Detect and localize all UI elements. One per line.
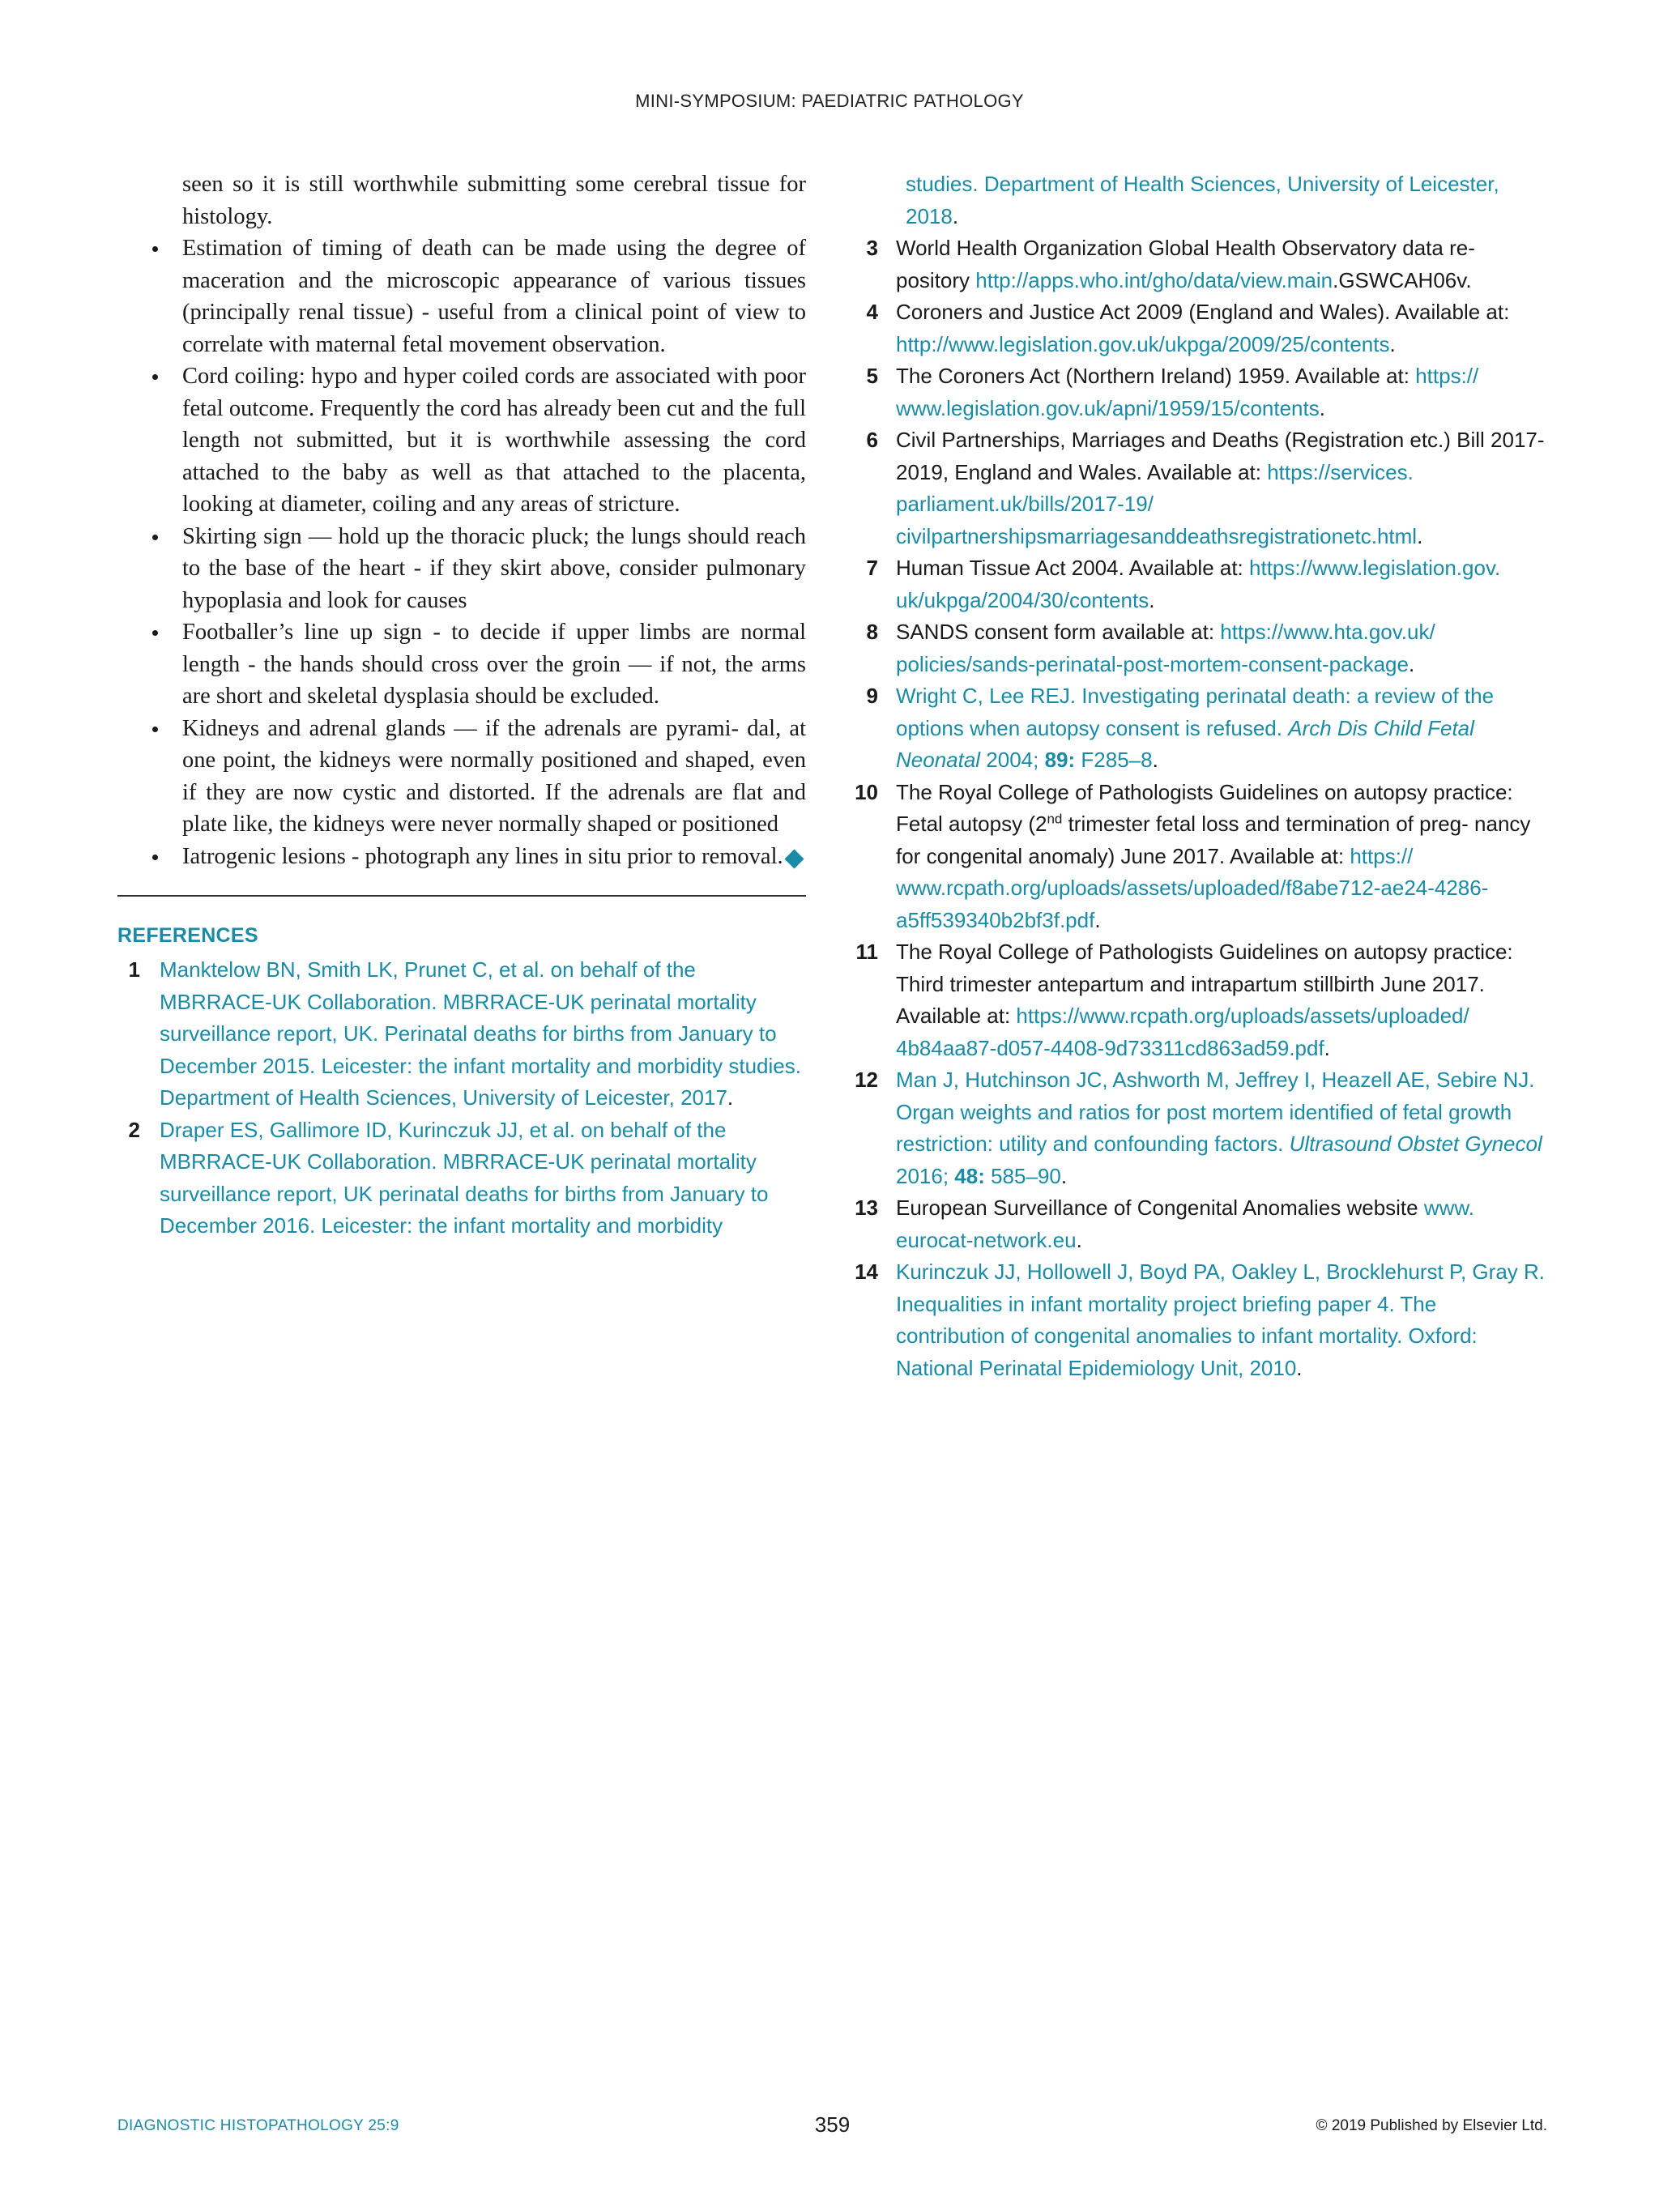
- reference-pages[interactable]: 585–90: [984, 1163, 1061, 1188]
- continued-paragraph: seen so it is still worthwhile submitting some cerebral tissue for histology.: [182, 172, 806, 229]
- reference-2: [117, 1115, 806, 1242]
- reference-url[interactable]: https://www.rcpath.org/uploads/assets/uploaded/ 4b84aa87-d057-4408-9d73311cd863ad59.pdf: [896, 1004, 1469, 1060]
- reference-year[interactable]: 2016;: [896, 1163, 955, 1188]
- bullet-dot: [152, 246, 158, 252]
- reference-8: [852, 616, 1547, 680]
- reference-link[interactable]: Wright C, Lee REJ. Investigating perinatal death: a review of the options when autopsy consent is refused.: [896, 684, 1495, 740]
- journal-citation: DIAGNOSTIC HISTOPATHOLOGY 25:9: [117, 2117, 399, 2134]
- reference-text: Human Tissue Act 2004. Available at:: [896, 556, 1250, 580]
- bullet-list: [117, 232, 806, 872]
- reference-punct: .: [952, 203, 959, 228]
- reference-text: Coroners and Justice Act 2009 (England and Wales). Available at:: [896, 300, 1510, 324]
- reference-text: SANDS consent form available at:: [896, 620, 1221, 644]
- reference-3: [852, 232, 1547, 296]
- reference-link[interactable]: Draper ES, Gallimore ID, Kurinczuk JJ, et al. on behalf of the MBRRACE-UK Collaboration. MBRRACE-UK perinatal mortality surveillance report, UK perinatal deaths for births from January to December 2016. Leicester: the infant mortality and morbidity: [160, 1117, 769, 1238]
- reference-4: [852, 296, 1547, 360]
- reference-url[interactable]: https://services. parliament.uk/bills/2017-19/ civilpartnershipsmarriagesanddeathsregistrationetc.html: [896, 459, 1418, 548]
- bullet-text: Estimation of timing of death can be made using the degree of maceration and the microscopic appearance of various tissues (principally renal tissue) - useful from a clinical point of view to correlate with maternal fetal movement observation.: [182, 236, 806, 357]
- reference-number: 5: [866, 364, 878, 388]
- reference-number: 10: [855, 779, 878, 804]
- reference-link[interactable]: Kurinczuk JJ, Hollowell J, Boyd PA, Oakley L, Brocklehurst P, Gray R. Inequalities in infant mortality project briefing paper 4. The contribution of congenital anomalies to infant mortality. Oxford: National Perinatal Epidemiology Unit, 2010: [896, 1259, 1545, 1380]
- reference-year[interactable]: 2004;: [980, 748, 1045, 772]
- reference-5: [852, 360, 1547, 424]
- reference-link[interactable]: Manktelow BN, Smith LK, Prunet C, et al. on behalf of the MBRRACE-UK Collaboration. MBRRACE-UK perinatal mortality surveillance report, UK. Perinatal deaths for births from January to December 2015. Leicester: the infant mortality and morbidity studies. Department of Health Sciences, University of Leicester, 2017: [160, 957, 801, 1110]
- references-heading: REFERENCES: [117, 924, 258, 947]
- bullet-dot: [152, 374, 158, 380]
- reference-12: [852, 1064, 1547, 1192]
- bullet-item: [117, 521, 806, 617]
- reference-number: 4: [866, 300, 878, 324]
- reference-punct: .: [1319, 395, 1325, 420]
- reference-url[interactable]: https:// www.rcpath.org/uploads/assets/uploaded/f8abe712-ae24-4286- a5ff539340b2bf3f.pdf: [896, 843, 1489, 932]
- section-divider: [117, 895, 806, 897]
- reference-13: [852, 1192, 1547, 1256]
- reference-punct: .: [1149, 587, 1155, 612]
- bullet-item: [117, 713, 806, 841]
- reference-number: 13: [855, 1196, 878, 1220]
- reference-punct: .: [1296, 1355, 1303, 1380]
- reference-url[interactable]: http://www.legislation.gov.uk/ukpga/2009/25/contents: [896, 331, 1390, 356]
- reference-text: trimester fetal loss and termination of preg- nancy for congenital anomaly) June 2017. Available at:: [896, 812, 1531, 868]
- reference-punct: .: [1408, 651, 1415, 676]
- reference-punct: .: [1152, 748, 1158, 772]
- reference-pages[interactable]: F285–8: [1075, 748, 1153, 772]
- bullet-dot: [152, 535, 158, 540]
- bullet-text: Footballer’s line up sign - to decide if upper limbs are normal length - the hands should cross over the groin — if not, the arms are short and skeletal dysplasia should be excluded.: [182, 620, 806, 709]
- reference-number: 7: [866, 556, 878, 580]
- bullet-dot: [152, 630, 158, 636]
- reference-9: [852, 680, 1547, 777]
- reference-link[interactable]: studies. Department of Health Sciences, University of Leicester, 2018: [906, 172, 1499, 228]
- reference-punct: .: [1324, 1035, 1330, 1060]
- reference-url[interactable]: https:// www.legislation.gov.uk/apni/1959/15/contents: [896, 364, 1479, 420]
- superscript: nd: [1047, 811, 1063, 827]
- reference-number: 9: [866, 684, 878, 708]
- running-head: MINI-SYMPOSIUM: PAEDIATRIC PATHOLOGY: [635, 91, 1024, 111]
- end-of-article-diamond-icon: [784, 849, 804, 868]
- reference-punct: .: [1389, 331, 1396, 356]
- bullet-text: Iatrogenic lesions - photograph any lines in situ prior to removal.: [182, 843, 783, 869]
- bullet-dot: [152, 727, 158, 732]
- reference-volume[interactable]: 89:: [1044, 748, 1076, 772]
- reference-volume[interactable]: 48:: [954, 1163, 985, 1188]
- reference-number: 11: [855, 940, 878, 964]
- copyright-notice: © 2019 Published by Elsevier Ltd.: [1316, 2117, 1547, 2134]
- bullet-item: [117, 616, 806, 713]
- reference-text: The Royal College of Pathologists Guidelines on autopsy practice: Third trimester antepartum and intrapartum stillbirth June 2017. Available at:: [896, 940, 1513, 1028]
- reference-text-tail: .GSWCAH06v.: [1333, 267, 1472, 292]
- bullet-text: Cord coiling: hypo and hyper coiled cords are associated with poor fetal outcome. Frequently the cord has already been cut and the full length not submitted, but it is worthwhile assessing the cord attached to the baby as well as that attached to the placenta, looking at diameter, coiling and any areas of stricture.: [182, 364, 806, 517]
- reference-2-continued: [852, 168, 1547, 232]
- reference-text: European Surveillance of Congenital Anomalies website: [896, 1196, 1424, 1220]
- reference-text: The Coroners Act (Northern Ireland) 1959. Available at:: [896, 364, 1416, 388]
- reference-list-left: [117, 954, 806, 1242]
- reference-link[interactable]: Man J, Hutchinson JC, Ashworth M, Jeffrey I, Heazell AE, Sebire NJ. Organ weights and ratios for post mortem identified of fetal growth restriction: utility and confounding factors.: [896, 1068, 1535, 1156]
- reference-number: 12: [855, 1068, 878, 1092]
- reference-number: 14: [855, 1259, 878, 1284]
- reference-1: [117, 954, 806, 1115]
- bullet-text: Kidneys and adrenal glands — if the adrenals are pyrami- dal, at one point, the kidneys were normally positioned and shaped, even if they are now cystic and distorted. If the adrenals are flat and plate like, the kidneys were never normally shaped or positioned: [182, 715, 806, 837]
- reference-journal[interactable]: Arch Dis Child Fetal Neonatal: [896, 715, 1474, 772]
- reference-punct: .: [1060, 1163, 1068, 1188]
- reference-6: [852, 424, 1547, 552]
- reference-text: World Health Organization Global Health Observatory data re- pository: [896, 236, 1475, 292]
- reference-text: The Royal College of Pathologists Guidelines on autopsy practice: Fetal autopsy (2: [896, 779, 1513, 836]
- reference-number: 1: [128, 957, 140, 982]
- reference-number: 3: [866, 236, 878, 260]
- reference-10: [852, 777, 1547, 937]
- reference-11: [852, 936, 1547, 1064]
- reference-7: [852, 552, 1547, 616]
- reference-punct: .: [727, 1085, 734, 1110]
- reference-url[interactable]: https://www.legislation.gov. uk/ukpga/2004/30/contents: [896, 556, 1501, 612]
- reference-url[interactable]: https://www.hta.gov.uk/ policies/sands-perinatal-post-mortem-consent-package: [896, 620, 1435, 676]
- reference-url[interactable]: www. eurocat-network.eu: [896, 1196, 1474, 1252]
- reference-journal[interactable]: Ultrasound Obstet Gynecol: [1289, 1132, 1542, 1156]
- reference-punct: .: [1417, 523, 1423, 548]
- reference-punct: .: [1076, 1227, 1082, 1252]
- right-column: [852, 168, 1547, 1384]
- bullet-item: [117, 841, 806, 873]
- reference-14: [852, 1256, 1547, 1384]
- bullet-text: Skirting sign — hold up the thoracic pluck; the lungs should reach to the base of the heart - if they skirt above, consider pulmonary hypoplasia and look for causes: [182, 523, 806, 613]
- left-column: [117, 168, 806, 1242]
- bullet-item: [117, 232, 806, 360]
- bullet-dot: [152, 855, 158, 860]
- reference-punct: .: [1094, 907, 1101, 932]
- reference-text: Civil Partnerships, Marriages and Deaths (Registration etc.) Bill 2017-2019, England and Wales. Available at:: [896, 428, 1545, 484]
- bullet-item: [117, 360, 806, 521]
- reference-number: 6: [866, 428, 878, 452]
- reference-number: 2: [128, 1117, 140, 1142]
- reference-number: 8: [866, 620, 878, 644]
- page-number: 359: [814, 2112, 851, 2137]
- reference-url[interactable]: http://apps.who.int/gho/data/view.main: [975, 267, 1333, 292]
- page-footer: [117, 2112, 1547, 2145]
